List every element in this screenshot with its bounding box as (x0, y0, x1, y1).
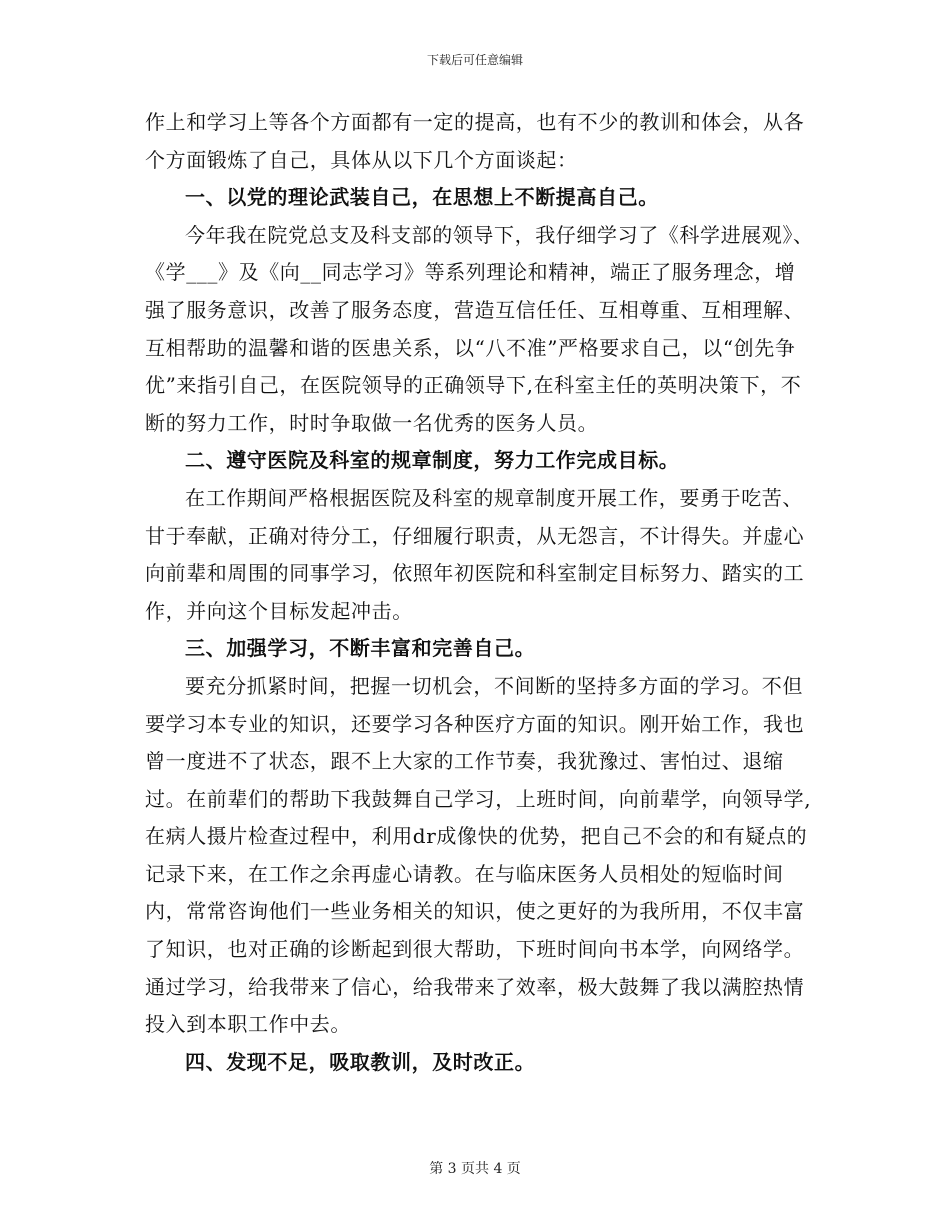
section-heading-1: 一、以党的理论武装自己，在思想上不断提高自己。 (185, 185, 659, 210)
page-number: 第 3 页共 4 页 (429, 1161, 521, 1177)
paragraph-section-1: 今年我在院党总支及科支部的领导下，我仔细学习了《科学进展观》、《学___》及《向__同志学习》等系列理论和精神，端正了服务理念，增强了服务意识，改善了服务态度，营造互信任任、互相尊重、互相理解、互相帮助的温馨和谐的医患关系，以“八不准”严格要求自己，以“创先争优”来指引自己，在医院领导的正确领导下,在科室主任的英明决策下，不断的努力工作，时时争取做一名优秀的医务人员。 (145, 222, 814, 435)
document-body (145, 104, 815, 1081)
paragraph-continued: 作上和学习上等各个方面都有一定的提高，也有不少的教训和体会，从各个方面锻炼了自己，具体从以下几个方面谈起： (145, 110, 805, 172)
section-heading-2: 二、遵守医院及科室的规章制度，努力工作完成目标。 (185, 448, 680, 473)
section-heading-3: 三、加强学习，不断丰富和完善自己。 (185, 636, 536, 661)
paragraph-section-2: 在工作期间严格根据医院及科室的规章制度开展工作，要勇于吃苦、甘于奉献，正确对待分工，仔细履行职责，从无怨言，不计得失。并虚心向前辈和周围的同事学习，依照年初医院和科室制定目标努力、踏实的工作，并向这个目标发起冲击。 (145, 485, 805, 623)
page-header: 下载后可任意编辑 (426, 53, 523, 67)
section-heading-4: 四、发现不足，吸取教训，及时改正。 (185, 1049, 536, 1074)
paragraph-section-3: 要充分抓紧时间，把握一切机会，不间断的坚持多方面的学习。不但要学习本专业的知识，还要学习各种医疗方面的知识。刚开始工作，我也曾一度进不了状态，跟不上大家的工作节奏，我犹豫过、害怕过、退缩过。在前辈们的帮助下我鼓舞自己学习，上班时间，向前辈学，向领导学,在病人摄片检查过程中，利用dr成像快的优势，把自己不会的和有疑点的记录下来，在工作之余再虚心请教。在与临床医务人员相处的短临时间内，常常咨询他们一些业务相关的知识，使之更好的为我所用，不仅丰富了知识，也对正确的诊断起到很大帮助，下班时间向书本学，向网络学。通过学习，给我带来了信心，给我带来了效率，极大鼓舞了我以满腔热情投入到本职工作中去。 (145, 673, 812, 1037)
